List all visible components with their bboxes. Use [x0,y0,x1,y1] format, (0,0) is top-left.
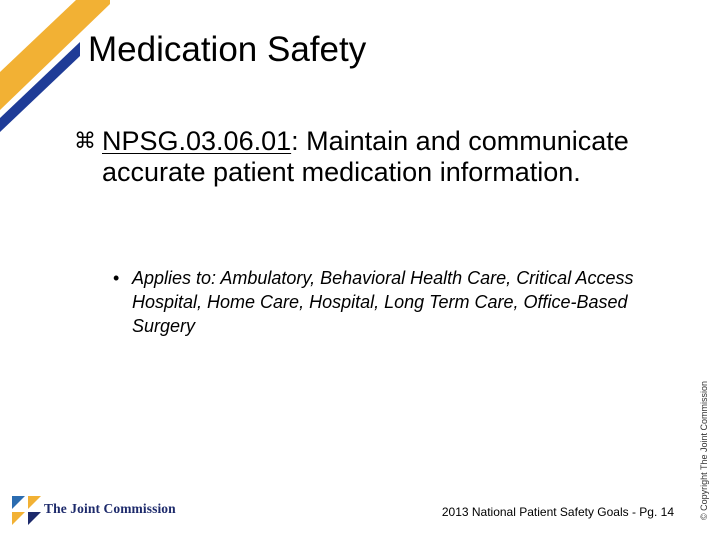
main-bullet [74,126,674,188]
logo-mark-icon [8,492,42,526]
corner-decoration [0,0,110,140]
main-bullet-text [102,126,674,188]
goal-description: : Maintain and communicate accurate patient medication information. [102,126,629,187]
bullet-dot-icon: • [113,268,120,288]
sub-bullet [113,266,653,338]
logo-text: The Joint Commission [44,501,176,516]
slide-title: Medication Safety [88,30,367,69]
footer-page-info: 2013 National Patient Safety Goals - Pg. 14 [441,505,674,519]
applies-to-text: Applies to: Ambulatory, Behavioral Health Care, Critical Access Hospital, Home Care, Hospital, Long Term Care, Office-Based Surgery [132,268,634,336]
copyright-notice: © Copyright The Joint Commission [699,380,709,520]
goal-code-link[interactable]: NPSG.03.06.01 [102,126,292,156]
joint-commission-logo [8,492,176,526]
command-bullet-icon: ⌘ [74,129,96,154]
